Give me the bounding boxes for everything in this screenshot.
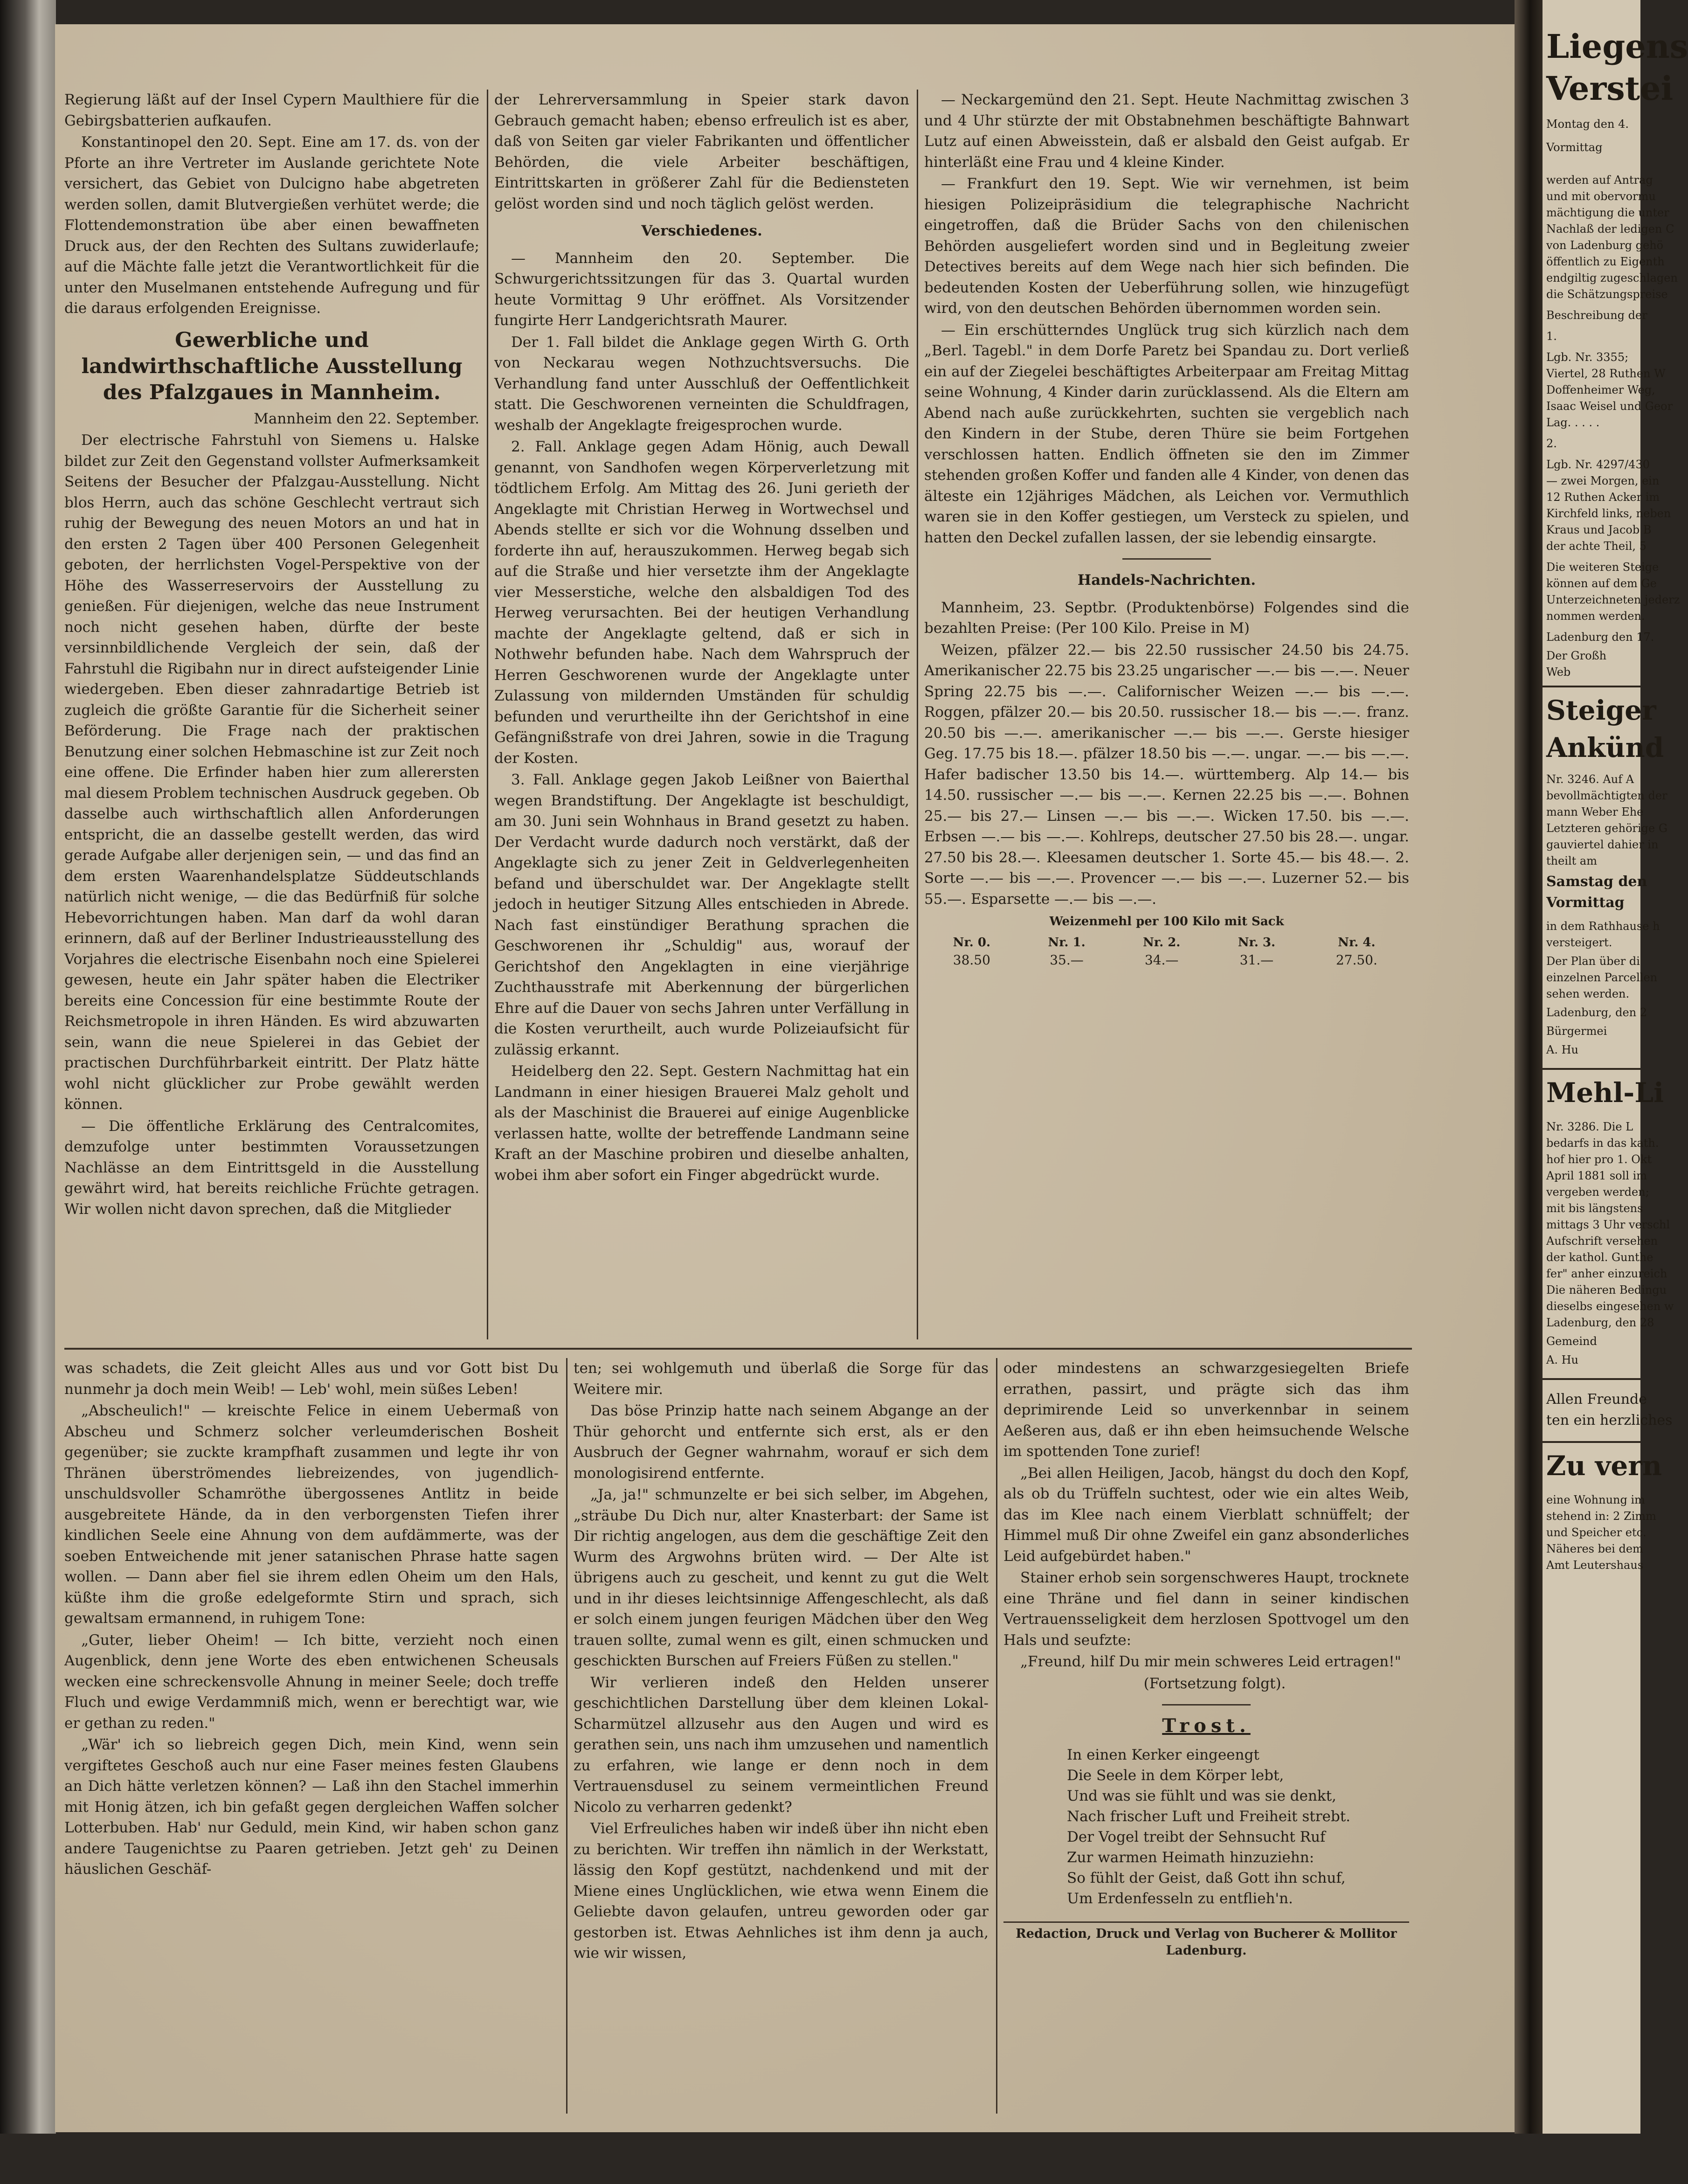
facing-line: Allen Freunde (1546, 1391, 1647, 1407)
facing-line: Kraus und Jacob B (1546, 523, 1652, 536)
facing-line: in dem Rathhause h (1546, 920, 1660, 933)
facing-line: dieselbs eingesehen w (1546, 1300, 1674, 1313)
book-binding-left (0, 0, 56, 2184)
facing-line: fer" anher einzureich (1546, 1267, 1667, 1280)
section-rule (1122, 558, 1211, 560)
poem-line: Um Erdenfesseln zu entflieh'n. (1067, 1890, 1293, 1907)
poem-line: Die Seele in dem Körper lebt, (1067, 1767, 1284, 1784)
facing-line: Samstag den (1546, 874, 1647, 890)
facing-line: Amt Leutershaus (1546, 1559, 1644, 1572)
facing-heading: Zu vern (1546, 1450, 1662, 1482)
novel-paragraph: Das böse Prinzip hatte nach seinem Abgange an der Thür gehorcht und entfernte sich erst, als er den Ausbruch der Gegner wahrnahm, worauf er sich dem monologisirend entfernte. (574, 1402, 989, 1482)
facing-line: Ladenburg den 17. (1546, 631, 1654, 644)
facing-line: endgiltig zugeschlagen (1546, 271, 1678, 284)
facing-line: Isaac Weisel und Geor (1546, 400, 1673, 413)
novel-paragraph: „Freund, hilf Du mir mein schweres Leid ertragen!" (1020, 1653, 1401, 1670)
flour-value: 38.50 (953, 952, 990, 968)
exhibition-paragraph: — Die öffentliche Erklärung des Centralcomites, demzufolge unter bestimmten Voraussetzungen Nachlässe an dem Eintrittsgeld in die Ausstellung gewährt wird, hat bereits reichliche Früchte getragen. Wir wollen nicht davon sprechen, daß die Mitglieder (64, 1117, 479, 1218)
flour-heading: Weizenmehl per 100 Kilo mit Sack (1049, 915, 1284, 929)
misc-paragraph: — Mannheim den 20. September. Die Schwurgerichtssitzungen für das 3. Quartal wurden heute Vormittag 9 Uhr eröffnet. Als Vorsitzender fungirte Herr Landgerichtsrath Maurer. (494, 250, 909, 329)
facing-line: Lgb. Nr. 4297/430 (1546, 458, 1650, 471)
facing-line: Nr. 3286. Die L (1546, 1120, 1633, 1133)
novel-column-2 (574, 1358, 989, 2114)
facing-line: werden auf Antrag (1546, 173, 1653, 187)
miscellaneous-heading: Verschiedenes. (641, 222, 762, 239)
scan-bottom-edge (0, 2134, 1640, 2184)
section-rule (1162, 1704, 1251, 1706)
facing-line: Vormittag (1546, 141, 1603, 154)
column-2-top (494, 90, 909, 1344)
facing-line: Der Plan über di (1546, 955, 1640, 968)
poem-line: In einen Kerker eingeengt (1067, 1746, 1259, 1763)
facing-line: versteigert. (1546, 936, 1612, 949)
facing-line: April 1881 soll im (1546, 1169, 1647, 1182)
novel-paragraph: „Abscheulich!" — kreischte Felice in einem Uebermaß von Abscheu und Schmerz solcher verleumderischen Bosheit gegenüber; sie zuckte krampfhaft zusammen und legte ihr von Thränen überströmendes liebreizendes, von jugendlich-unschuldsvoller Schamröthe übergossenes Antlitz in beide ausgebreitete Hände, da in den verborgensten Tiefen ihrer kindlichen Seele eine Ahnung von dem aufdämmerte, was der soeben Entweichende mit jener satanischen Phrase hatte sagen wollen. — Dann aber fiel sie ihrem edlen Oheim um den Hals, küßte ihm die große edelgeformte Stirn und sprach, sich gewaltsam ermannend, in ruhigem Tone: (64, 1402, 559, 1627)
facing-line: Doffenheimer Weg, (1546, 383, 1655, 396)
flour-price-table (924, 934, 1409, 970)
novel-column-3 (1003, 1358, 1409, 2114)
imprint-line: Ladenburg. (1166, 1943, 1247, 1958)
misc-paragraph: 2. Fall. Anklage gegen Adam Hönig, auch Dewall genannt, von Sandhofen wegen Körperverletzung mit tödtlichem Erfolg. Am Mittag des 26. Juni gerieth der Angeklagte mit Christian Herweg in Wortwechsel und Abends stellte er sich vor die Wohnung dsselben und forderte ihn auf, herauszukommen. Herweg begab sich auf die Straße und hier versetzte ihm der Angeklagte vier Messerstiche, welche den alsbaldigen Tod des Herweg verursachten. Bei der heutigen Verhandlung machte der Angeklagte geltend, daß er sich in Nothwehr befunden habe. Nach dem Wahrspruch der Herren Geschworenen wurde der Angeklagte unter Zulassung von mildernden Umständen für schuldig befunden und verurtheilte ihn der Gerichtshof in eine Gefängnißstrafe von drei Jahren, sowie in die Tragung der Kosten. (494, 438, 909, 767)
flour-value: 27.50. (1335, 952, 1377, 968)
facing-line: und mit obervormu (1546, 190, 1656, 203)
facing-line: mittags 3 Uhr verschl (1546, 1218, 1670, 1231)
facing-line: öffentlich zu Eigenth (1546, 255, 1665, 268)
continued-note: (Fortsetzung folgt). (1143, 1675, 1286, 1692)
facing-line: vergeben werden; (1546, 1186, 1649, 1199)
poem-line: Und was sie fühlt und was sie denkt, (1067, 1787, 1336, 1804)
facing-line: können auf dem Ge (1546, 577, 1657, 590)
exhibition-paragraph: Der electrische Fahrstuhl von Siemens u. Halske bildet zur Zeit den Gegenstand vollster Aufmerksamkeit Seitens der Besucher der Pfalzgau-Ausstellung. Nicht blos Herrn, auch das schöne Geschlecht vertraut sich ruhig der Bewegung des neuen Motors an und hat in den ersten 2 Tagen über 400 Personen Gelegenheit geboten, der herrlichsten Vogel-Perspektive von der Höhe des Wasserreservoirs der Ausstellung zu genießen. Für diejenigen, welche das neue Instrument noch nicht gesehen haben, dürfte der beste versinnbildlichende Vergleich der sein, daß der Fahrstuhl die Rigibahn nur in direct aufsteigender Linie wiedergeben. Eben dieser zahnradartige Betrieb ist zugleich die größte Garantie für die Sicherheit seiner Beförderung. Die Frage nach der praktischen Benutzung einer solchen Hebmaschine ist zur Zeit noch eine offene. Die Erfinder haben hier zum allerersten mal diesem Problem technischen Ausdruck gegeben. Ob dasselbe auch wirthschaftlich allen Anforderungen entspricht, die an dasselbe gestellt werden, das wird gerade Aufgabe aller derjenigen sein, — und das find an dem ersten Waarenhandelsplatze Süddeutschlands natürlich nicht wenige, — die das Bedürfniß für solche Hebevorrichtungen haben. Man darf da wohl daran erinnern, daß auf der Berliner Industrieausstellung des Vorjahres die electrische Eisenbahn noch eine Spielerei gewesen, heute ein Jahr später haben die Electriker bereits eine Concession für eine bestimmte Route der Reichsmetropole in ihren Händen. Es wird abzuwarten sein, wann die neue Spielerei in das Gebiet der practischen Durchführbarkeit eintritt. Der Platz hätte wohl nicht glücklicher zur Probe gewählt werden können. (64, 432, 479, 1113)
facing-heading: Steiger (1546, 694, 1656, 726)
flour-value: 34.— (1144, 952, 1179, 968)
facing-line: sehen werden. (1546, 987, 1630, 1000)
facing-line: eine Wohnung im (1546, 1493, 1645, 1506)
cyprus-item: Regierung läßt auf der Insel Cypern Maulthiere für die Gebirgsbatterien aufkaufen. (64, 91, 479, 129)
novel-paragraph: oder mindestens an schwarzgesiegelten Briefe errathen, passirt, und prägte sich das ihm deprimirende Leid so unverkennbar in seinem Aeßeren aus, daß er ihn eben heimsuchende Welsche im spottenden Tone zurief! (1003, 1360, 1409, 1460)
facing-line: mächtigung die unter (1546, 206, 1669, 219)
novel-paragraph: Stainer erhob sein sorgenschweres Haupt, trocknete eine Thräne und fiel dann in seiner kindischen Vertrauensseligkeit dem herzlosen Spottvogel um den Hals und seufzte: (1003, 1569, 1409, 1649)
flour-value: 31.— (1239, 952, 1274, 968)
facing-line: Montag den 4. (1546, 118, 1629, 131)
flour-col: Nr. 1. (1048, 935, 1086, 950)
novel-paragraph: ten; sei wohlgemuth und überlaß die Sorge für das Weitere mir. (574, 1360, 989, 1398)
facing-line: Letzteren gehörige G (1546, 822, 1668, 835)
newspaper-page (55, 24, 1515, 2132)
novel-paragraph: was schadets, die Zeit gleicht Alles aus und vor Gott bist Du nunmehr ja doch mein Weib! — Leb' wohl, mein süßes Leben! (64, 1360, 559, 1398)
column-divider (487, 90, 488, 1339)
flour-col: Nr. 2. (1143, 935, 1181, 950)
facing-heading: Ankünd (1546, 732, 1664, 763)
facing-line: Viertel, 28 Ruthen W (1546, 367, 1666, 380)
facing-line: der achte Theil, 5 (1546, 540, 1646, 553)
facing-line: der kathol. Gunthe (1546, 1251, 1653, 1264)
facing-line: A. Hu (1546, 1353, 1578, 1366)
facing-line: ten ein herzliches (1546, 1412, 1673, 1428)
exhibition-dateline: Mannheim den 22. September. (254, 410, 479, 427)
facing-line: Die näheren Bedingu (1546, 1283, 1667, 1297)
trade-paragraph: Mannheim, 23. Septbr. (Produktenbörse) Folgendes sind die bezahlten Preise: (Per 100 Kilo. Preise in M) (924, 599, 1409, 637)
facing-line: Web (1546, 666, 1571, 679)
novel-paragraph: „Bei allen Heiligen, Jacob, hängst du doch den Kopf, als ob du Trüffeln suchtest, oder wie ein altes Weib, das im Klee nach einem Vierblatt schnüffelt; der Himmel muß Dir ohne Zweifel ein ganz absonderliches Leid aufgebürdet haben." (1003, 1464, 1409, 1565)
facing-line: Die weiteren Steige (1546, 561, 1659, 574)
facing-heading: Liegens (1546, 27, 1688, 66)
facing-rule (1543, 1068, 1640, 1070)
facing-line: Lag. . . . . (1546, 416, 1600, 429)
column-divider (566, 1358, 567, 2114)
facing-rule (1543, 1378, 1640, 1380)
facing-heading: Mehl-Li (1546, 1077, 1664, 1109)
facing-line: 2. (1546, 437, 1557, 450)
facing-line: Ladenburg, den 28 (1546, 1316, 1654, 1329)
facing-line: Der Großh (1546, 649, 1607, 662)
misc-paragraph: 3. Fall. Anklage gegen Jakob Leißner von Baierthal wegen Brandstiftung. Der Angeklagte ist beschuldigt, am 30. Juni sein Wohnhaus in Brand gesetzt zu haben. Der Verdacht wurde dadurch noch verstärkt, daß der Angeklagte sich zu jener Zeit in Geldverlegenheiten befand und überschuldet war. Der Angeklagte stellt jedoch in heutiger Sitzung Alles entschieden in Abrede. Nach fast einstündiger Berathung sprachen die Geschworenen ihr „Schuldig" aus, worauf der Gerichtshof den Angeklagten in eine vierjährige Zuchthausstrafe mit Aberkennung der bürgerlichen Ehre auf die Dauer von sechs Jahren unter Verfällung in die Kosten verurtheilt, auch wurde Polizeiaufsicht für zulässig erkannt. (494, 771, 909, 1058)
flour-header-row (924, 934, 1409, 951)
facing-line: bedarfs in das kath. (1546, 1137, 1659, 1150)
facing-line: Unterzeichneten jederz (1546, 593, 1680, 606)
flour-col: Nr. 3. (1238, 935, 1276, 950)
novel-paragraph: „Guter, lieber Oheim! — Ich bitte, verzieht noch einen Augenblick, denn jene Worte des eben entwichenen Scheusals wecken eine schreckensvolle Ahnung in meiner Seele; doch treffe Fluch und ewige Verdammniß mich, wenn er berechtigt war, wie er gethan zu reden." (64, 1631, 559, 1732)
facing-line: gauviertel dahier in (1546, 838, 1659, 851)
trade-paragraph: Weizen, pfälzer 22.— bis 22.50 russischer 24.50 bis 24.75. Amerikanischer 22.75 bis 23.25 ungarischer —.— bis —.—. Neuer Spring 22.75 bis —.—. Californischer Weizen —.— bis —.—. Roggen, pfälzer 20.— bis 20.50. russischer 18.— bis —.—. franz. 20.50 bis —.—. amerikanischer —.— bis —.—. Gerste hiesiger Geg. 17.75 bis 18.—. pfälzer 18.50 bis —.—. ungar. —.— bis —.—. Hafer badischer 13.50 bis 14.—. württemberg. Alp 14.— bis 14.50. russischer —.— bis —.—. Kernen 22.25 bis —.—. Bohnen 25.— bis 27.— Linsen —.— bis —.—. Wicken 17.50. bis —.—. Erbsen —.— bis —.—. Kohlreps, deutscher 27.50 bis 28.—. ungar. 27.50 bis 28.—. Kleesamen deutscher 1. Sorte 45.— bis 48.—. 2. Sorte —.— bis —.—. Provencer —.— bis —.—. Luzerner 52.— bis 55.—. Esparsette —.— bis —.—. (924, 641, 1409, 908)
misc-paragraph: Heidelberg den 22. Sept. Gestern Nachmittag hat ein Landmann in einer hiesigen Brauerei Malz geholt und als der Maschinist die Brauerei auf einige Augenblicke verlassen hatte, wollte der betreffende Landmann seine Kraft an der Maschine probiren und dieselbe anhalten, wobei ihm aber sofort ein Finger abgedrückt wurde. (494, 1063, 909, 1184)
teachers-item: der Lehrerversammlung in Speier stark davon Gebrauch gemacht haben; ebenso erfreulich ist es aber, daß von Seiten gar vieler Fabrikanten und öffentlicher Behörden, die viele Arbeiter beschäftigen, Eintrittskarten in größerer Zahl für die Bediensteten gelöst worden sind und noch täglich gelöst werden. (494, 91, 909, 212)
local-news-item: — Frankfurt den 19. Sept. Wie wir vernehmen, ist beim hiesigen Polizeipräsidium die telegraphische Nachricht eingetroffen, daß die Brüder Sachs von den chilenischen Behörden ausgeliefert worden sind und in Begleitung zweier Detectives bereits auf dem Wege nach hier sich befinden. Die bedeutenden Kosten der Ueberführung sollen, wie hinzugefügt wird, von den deutschen Behörden übernommen worden sein. (924, 175, 1409, 317)
facing-line: von Ladenburg gehö (1546, 239, 1664, 252)
novel-paragraph: Viel Erfreuliches haben wir indeß über ihn nicht eben zu berichten. Wir treffen ihn nämlich in der Werkstatt, lässig den Kopf gestützt, nachdenkend und mit der Miene eines Unglücklichen, wie etwa wenn Einem die Geliebte davon gelaufen, untreu geworden oder gar gestorben ist. Etwas Aehnliches ist ihm denn ja auch, wie wir wissen, (574, 1820, 989, 1962)
facing-line: Lgb. Nr. 3355; (1546, 351, 1629, 364)
novel-column-1 (64, 1358, 559, 2114)
trade-heading: Handels-Nachrichten. (1077, 572, 1256, 589)
facing-line: Gemeind (1546, 1335, 1597, 1348)
facing-line: — zwei Morgen, ein (1546, 474, 1660, 487)
facing-line: hof hier pro 1. Okt (1546, 1153, 1652, 1166)
poem-line: So fühlt der Geist, daß Gott ihn schuf, (1067, 1869, 1346, 1886)
facing-line: Kirchfeld links, neben (1546, 507, 1671, 520)
poem-line: Nach frischer Luft und Freiheit strebt. (1067, 1808, 1351, 1825)
imprint (1003, 1921, 1409, 1959)
facing-line: Vormittag (1546, 894, 1625, 911)
facing-line: mit bis längstens (1546, 1202, 1643, 1215)
column-3-top (924, 90, 1409, 1344)
facing-line: Ladenburg, den 2 (1546, 1006, 1647, 1019)
column-1-top (64, 90, 479, 1344)
misc-paragraph: Der 1. Fall bildet die Anklage gegen Wirth G. Orth von Neckarau wegen Nothzuchtsversuchs. Die Verhandlung fand unter Ausschluß der Oeffentlichkeit statt. Die Geschworenen verneinten die Schuldfragen, weshalb der Angeklagte freigesprochen wurde. (494, 333, 909, 434)
facing-line: mann Weber Ehe (1546, 805, 1644, 818)
column-divider (917, 90, 918, 1339)
column-divider (996, 1358, 997, 2114)
exhibition-title: Gewerbliche und landwirthschaftliche Ausstellung des Pfalzgaues in Mannheim. (81, 328, 463, 404)
poem-line: Der Vogel treibt der Sehnsucht Ruf (1067, 1828, 1326, 1845)
poem-title: Trost. (1162, 1715, 1251, 1737)
facing-line: A. Hu (1546, 1043, 1578, 1056)
feuilleton-rule (64, 1348, 1412, 1350)
facing-rule (1543, 1441, 1640, 1443)
flour-value-row (924, 951, 1409, 970)
novel-paragraph: „Wär' ich so liebreich gegen Dich, mein Kind, wenn sein vergiftetes Geschoß auch nur eine Faser meines festen Glaubens an Dich hätte verletzen können? — Laß ihn den Stachel immerhin mit Honig ätzen, ich bin gefaßt gegen dergleichen Waffen solcher Lotterbuben. Hab' nur Geduld, mein Kind, wir haben schon ganz andere Taugenichtse zu Paaren getrieben. Jetzt geh' zu Deinen häuslichen Geschäf- (64, 1736, 559, 1878)
local-news-item: — Neckargemünd den 21. Sept. Heute Nachmittag zwischen 3 und 4 Uhr stürzte der mit Obstabnehmen beschäftigte Bahnwart Lutz auf einen Abweisstein, daß er alsbald den Geist aufgab. Er hinterläßt eine Frau und 4 kleine Kinder. (924, 91, 1409, 171)
facing-line: stehend in: 2 Zimm (1546, 1510, 1656, 1523)
imprint-line: Redaction, Druck und Verlag von Bucherer & Mollitor (1016, 1926, 1397, 1941)
novel-paragraph: Wir verlieren indeß den Helden unserer geschichtlichen Darstellung über dem kleinen Lokal-Scharmützel allzusehr aus den Augen und wird es gerathen sein, uns nach ihm umzusehen und namentlich zu erfahren, wie lange er denn noch in dem Vertrauensdusel zu seinem vermeintlichen Freund Nicolo zu verharren gedenkt? (574, 1674, 989, 1816)
facing-line: Bürgermei (1546, 1025, 1607, 1038)
constantinople-item: Konstantinopel den 20. Sept. Eine am 17. ds. von der Pforte an ihre Vertreter im Auslande gerichtete Note versichert, das Gebiet von Dulcigno habe abgetreten werden sollen, damit Blutvergießen verhütet werde; die Flottendemonstration übe aber einen bewaffneten Druck aus, der den Rechten des Sultans zuwiderlaufe; auf die Mächte falle jetzt die Verantwortlichkeit für die unter den Muselmanen entstehende Aufregung und für die daraus erfolgenden Ereignisse. (64, 134, 479, 317)
facing-line: Nachlaß der ledigen C (1546, 222, 1674, 236)
facing-line: und Speicher etc. (1546, 1526, 1646, 1539)
facing-line: bevollmächtigten der (1546, 789, 1667, 802)
poem-line: Zur warmen Heimath hinzuziehn: (1067, 1849, 1314, 1866)
facing-line: Beschreibung der (1546, 309, 1647, 322)
facing-rule (1543, 686, 1640, 687)
facing-line: 1. (1546, 330, 1557, 343)
book-gutter (1515, 0, 1543, 2184)
flour-col: Nr. 0. (953, 935, 990, 950)
facing-line: Nr. 3246. Auf A (1546, 773, 1634, 786)
facing-line: die Schätzungspreise (1546, 288, 1668, 301)
facing-heading: Verstei (1546, 69, 1674, 108)
facing-line: Näheres bei dem (1546, 1542, 1643, 1555)
facing-line: 12 Ruthen Acker im (1546, 491, 1660, 504)
local-news-item: — Ein erschütterndes Unglück trug sich kürzlich nach dem „Berl. Tagebl." in dem Dorfe Paretz bei Spandau zu. Dort verließ ein auf der Ziegelei beschäftigtes Arbeiterpaar am Freitag Mittag seine Wohnung, 4 Kinder darin zurücklassend. Als die Eltern am Abend nach auße zurückkehrten, suchten sie vergeblich nach den Kindern in der Stube, deren Thüre sie beim Fortgehen verschlossen hatten. Endlich öffneten sie den im Zimmer stehenden großen Koffer und fanden alle 4 Kinder, von denen das älteste ein 12jähriges Mädchen, als Leichen vor. Vermuthlich waren sie in den Koffer gestiegen, um Versteck zu spielen, und hatten den Deckel zufallen lassen, der sie lebendig einsargte. (924, 321, 1409, 546)
facing-line: theilt am (1546, 854, 1597, 867)
novel-paragraph: „Ja, ja!" schmunzelte er bei sich selber, im Abgehen, „sträube Du Dich nur, alter Knasterbart: der Same ist Dir richtig angelogen, aus dem die geschäftige Zeit den Wurm des Argwohns brüten wird. — Der Alte ist übrigens auch zu gescheit, und kennt zu gut die Welt und in ihr dieses leichtsinnige Affengeschlecht, als daß er solch einem jungen feurigen Mädchen über den Weg trauen sollte, zumal wenn es gilt, einen schmucken und geschickten Burschen auf Freiers Füßen zu stellen." (574, 1486, 989, 1669)
facing-line: nommen werden. (1546, 610, 1645, 623)
flour-value: 35.— (1050, 952, 1084, 968)
facing-page-strip (1543, 0, 1688, 2184)
flour-col: Nr. 4. (1338, 935, 1376, 950)
facing-line: Aufschrift versehen (1546, 1234, 1658, 1248)
facing-line: einzelnen Parcellen (1546, 971, 1658, 984)
